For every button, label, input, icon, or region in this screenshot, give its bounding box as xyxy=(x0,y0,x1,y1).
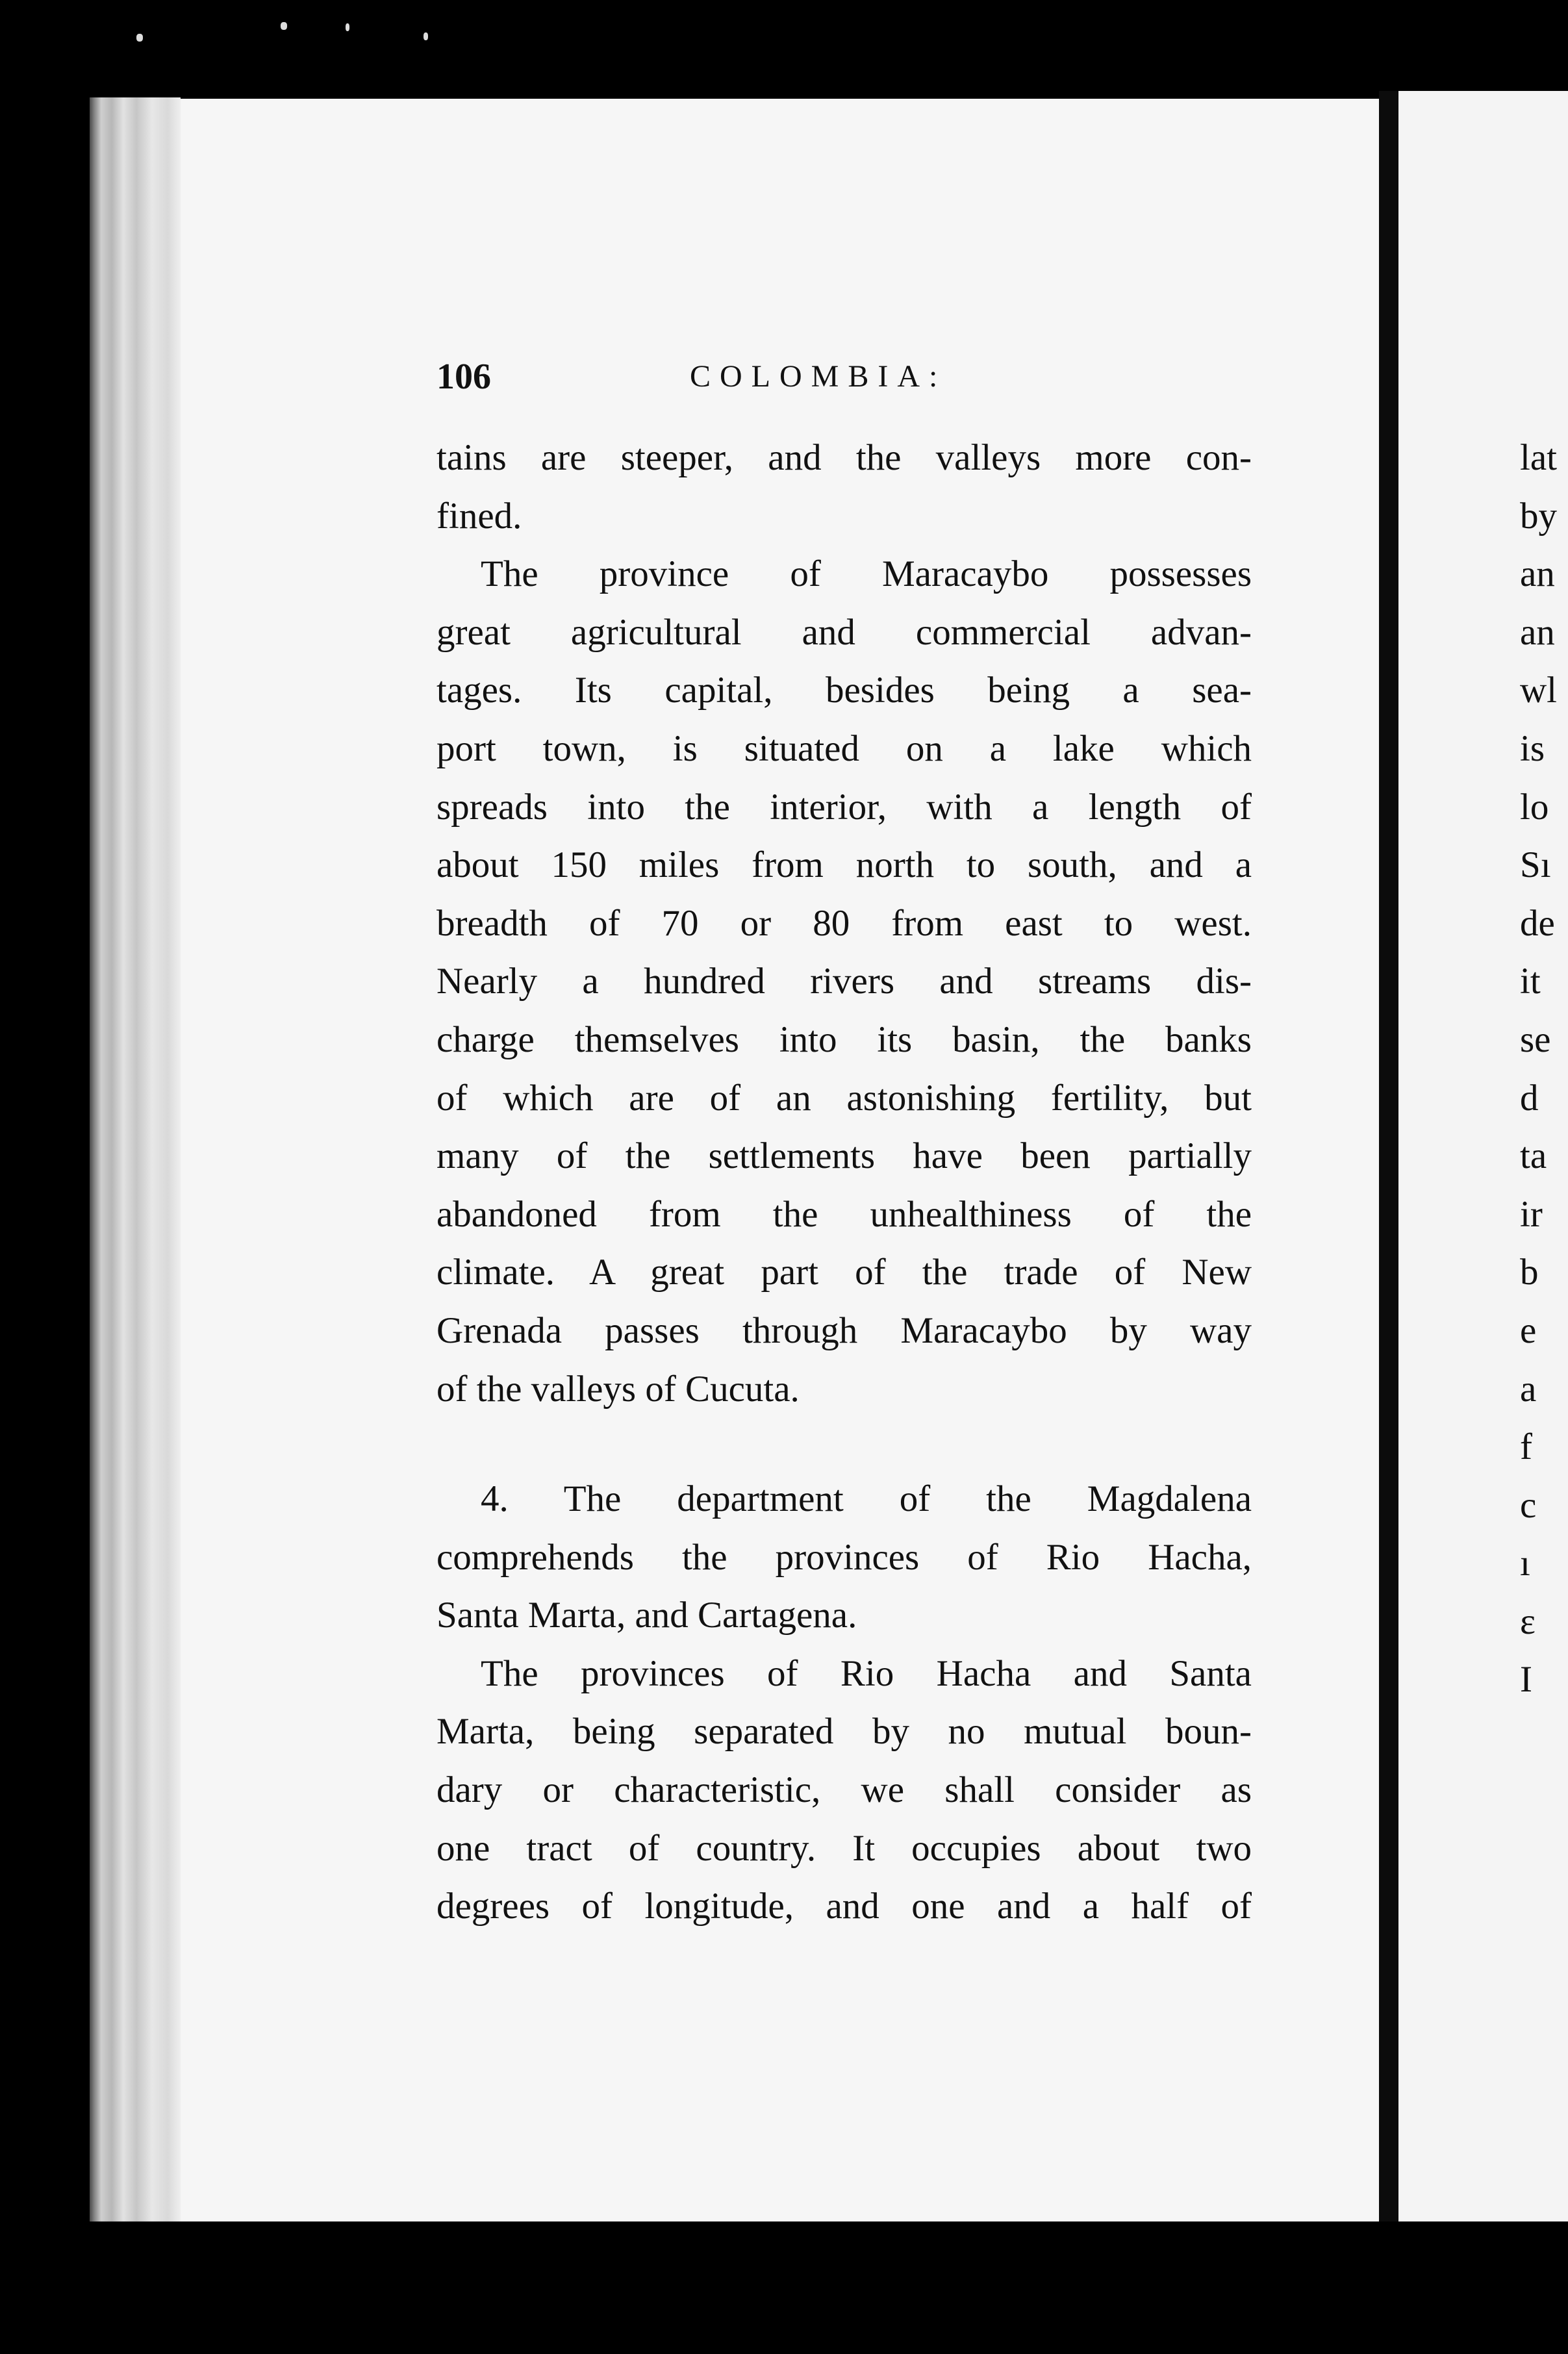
speck xyxy=(281,22,287,30)
body-text xyxy=(436,429,1252,1936)
text-line: many of the settlements have been partially xyxy=(436,1135,1252,1177)
text-line: Santa Marta, and Cartagena. xyxy=(436,1595,857,1636)
text-line: tages. Its capital, besides being a sea- xyxy=(436,670,1252,711)
text-line: 4. The department of the Magdalena xyxy=(481,1478,1252,1520)
facing-line: e xyxy=(1520,1310,1537,1351)
facing-line: it xyxy=(1520,961,1541,1002)
speck xyxy=(424,32,428,40)
facing-line: a xyxy=(1520,1368,1537,1410)
text-line: Marta, being separated by no mutual boun- xyxy=(436,1711,1252,1753)
text-line: comprehends the provinces of Rio Hacha, xyxy=(436,1536,1252,1578)
text-line: charge themselves into its basin, the banks xyxy=(436,1019,1252,1060)
facing-line: ta xyxy=(1520,1135,1547,1177)
page-number: 106 xyxy=(436,357,491,397)
facing-line: Sı xyxy=(1520,844,1551,886)
paragraph xyxy=(436,1470,1252,1645)
text-line: spreads into the interior, with a length of xyxy=(436,786,1252,828)
facing-page-text xyxy=(1520,429,1568,1709)
facing-line: ir xyxy=(1520,1193,1543,1235)
paragraph xyxy=(436,1645,1252,1936)
running-title: COLOMBIA: xyxy=(690,359,947,394)
facing-line: se xyxy=(1520,1019,1551,1060)
facing-line: d xyxy=(1520,1077,1539,1119)
text-line: dary or characteristic, we shall consider as xyxy=(436,1769,1252,1811)
facing-line: an xyxy=(1520,553,1555,595)
facing-line: c xyxy=(1520,1484,1537,1526)
text-line: breadth of 70 or 80 from east to west. xyxy=(436,902,1252,944)
section-gap xyxy=(436,1418,1252,1470)
text-line: climate. A great part of the trade of New xyxy=(436,1252,1252,1293)
running-head xyxy=(436,349,1255,408)
page-stack-edge xyxy=(90,97,181,2221)
text-line: abandoned from the unhealthiness of the xyxy=(436,1193,1252,1235)
text-line: of the valleys of Cucuta. xyxy=(436,1368,800,1410)
facing-line: is xyxy=(1520,728,1545,769)
text-line: about 150 miles from north to south, and a xyxy=(436,844,1252,886)
facing-line: b xyxy=(1520,1252,1539,1293)
text-line: great agricultural and commercial advan- xyxy=(436,611,1252,653)
facing-line: ε xyxy=(1520,1601,1536,1642)
facing-line: lo xyxy=(1520,786,1549,828)
text-line: of which are of an astonishing fertility, but xyxy=(436,1077,1252,1119)
facing-line: wl xyxy=(1520,670,1557,711)
paragraph xyxy=(436,545,1252,1418)
text-line: Nearly a hundred rivers and streams dis- xyxy=(436,961,1252,1002)
text-line: degrees of longitude, and one and a half of xyxy=(436,1886,1252,1927)
facing-line: lat xyxy=(1520,437,1557,478)
facing-line: by xyxy=(1520,495,1557,537)
facing-line: I xyxy=(1520,1659,1532,1701)
speck xyxy=(136,34,143,42)
speck xyxy=(346,23,349,31)
facing-line: de xyxy=(1520,902,1555,944)
text-line: The provinces of Rio Hacha and Santa xyxy=(481,1652,1252,1694)
scan-bottom-border xyxy=(90,2221,1568,2354)
text-line: fined. xyxy=(436,495,522,537)
facing-line: an xyxy=(1520,611,1555,653)
text-line: Grenada passes through Maracaybo by way xyxy=(436,1310,1252,1351)
text-line: one tract of country. It occupies about two xyxy=(436,1827,1252,1869)
facing-line: f xyxy=(1520,1426,1532,1468)
gutter-shadow xyxy=(1379,91,1398,2228)
text-line: tains are steeper, and the valleys more con- xyxy=(436,437,1252,478)
facing-line: ı xyxy=(1520,1543,1530,1584)
paragraph xyxy=(436,429,1252,545)
text-line: port town, is situated on a lake which xyxy=(436,728,1252,769)
text-line: The province of Maracaybo possesses xyxy=(481,553,1252,595)
